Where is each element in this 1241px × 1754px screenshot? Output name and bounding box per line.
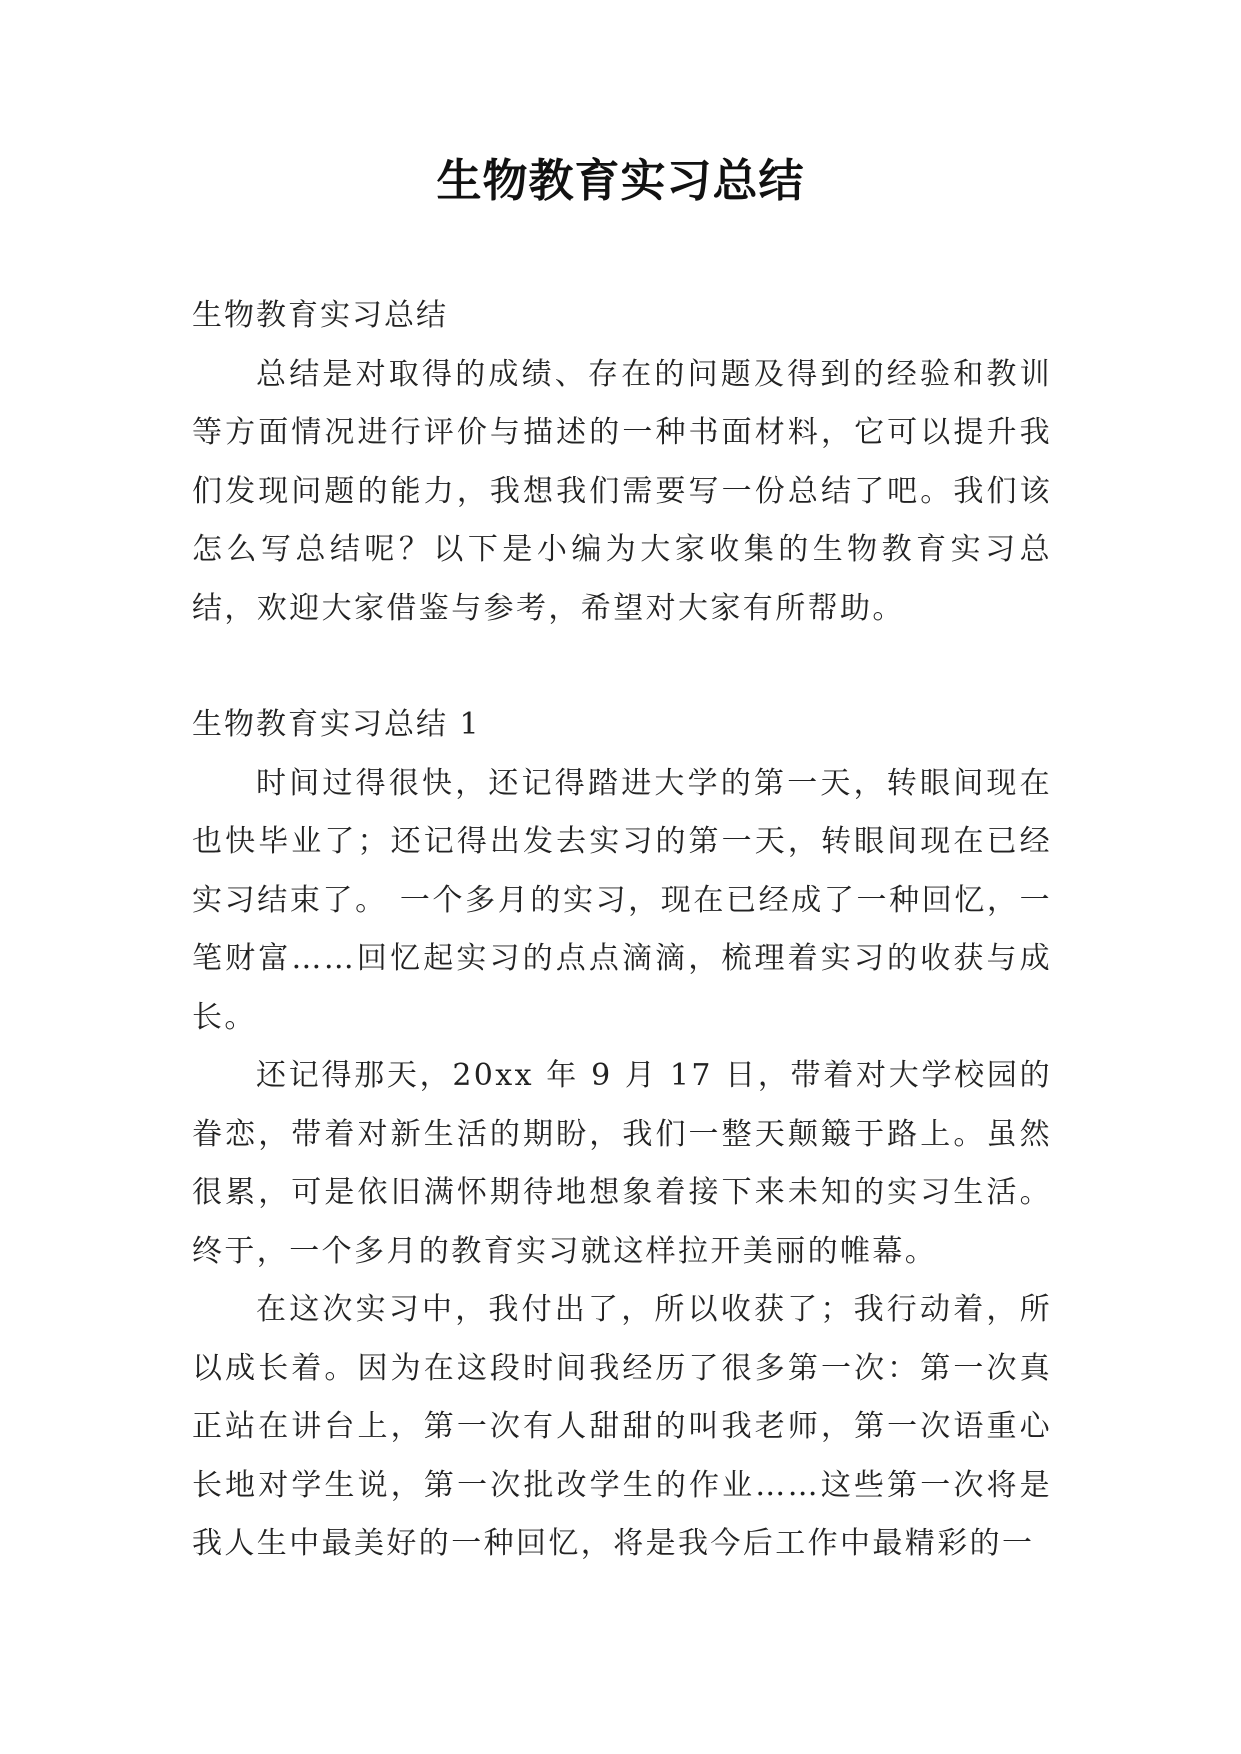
section-spacer	[192, 638, 1052, 696]
section1-heading: 生物教育实习总结 1	[192, 707, 481, 742]
document-title: 生物教育实习总结	[436, 154, 805, 207]
document-body	[192, 287, 1052, 1574]
intro-paragraph: 总结是对取得的成绩、存在的问题及得到的经验和教训等方面情况进行评价与描述的一种书面材料，它可以提升我们发现问题的能力，我想我们需要写一份总结了吧。我们该怎么写总结呢？以下是小编为大家收集的生物教育实习总结，欢迎大家借鉴与参考，希望对大家有所帮助。	[192, 356, 1052, 626]
section1-paragraph-2: 还记得那天，20xx 年 9 月 17 日，带着对大学校园的眷恋，带着对新生活的期盼，我们一整天颠簸于路上。虽然很累，可是依旧满怀期待地想象着接下来未知的实习生活。终于，一个多月的教育实习就这样拉开美丽的帷幕。	[192, 1058, 1052, 1269]
section1-paragraph-1: 时间过得很快，还记得踏进大学的第一天，转眼间现在也快毕业了；还记得出发去实习的第一天，转眼间现在已经实习结束了。 一个多月的实习，现在已经成了一种回忆，一笔财富……回忆起实习的点点滴滴，梳理着实习的收获与成长。	[192, 765, 1052, 1035]
section1-paragraph-3: 在这次实习中，我付出了，所以收获了；我行动着，所以成长着。因为在这段时间我经历了很多第一次：第一次真正站在讲台上，第一次有人甜甜的叫我老师，第一次语重心长地对学生说，第一次批改学生的作业……这些第一次将是我人生中最美好的一种回忆，将是我今后工作中最精彩的一	[192, 1292, 1052, 1561]
intro-heading: 生物教育实习总结	[192, 298, 448, 333]
